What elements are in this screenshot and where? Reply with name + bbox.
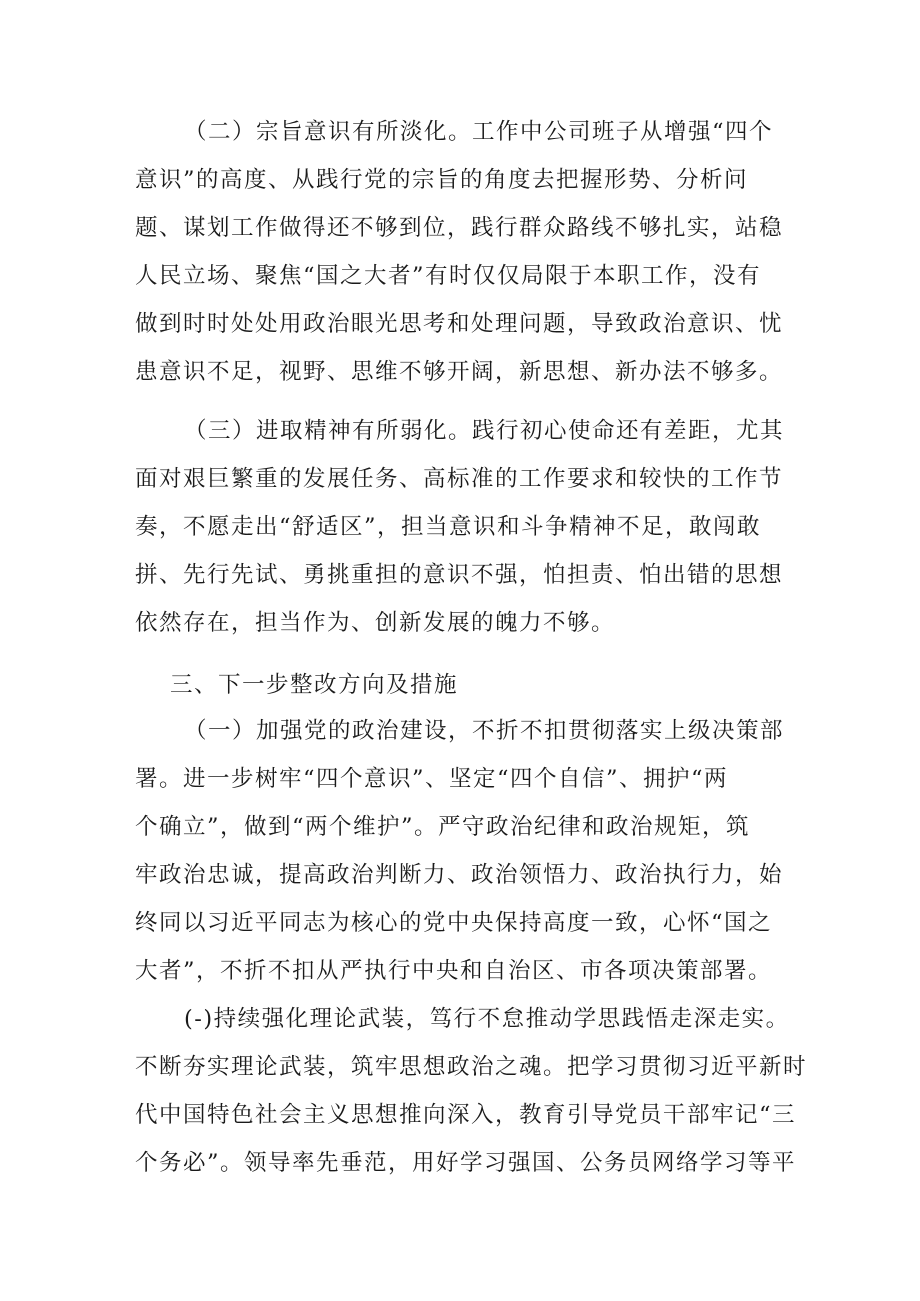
text-line: （二）宗旨意识有所淡化。工作中公司班子从增强“四个: [184, 119, 774, 145]
section-heading: 三、下一步整改方向及措施: [170, 672, 459, 698]
text-line: （三）进取精神有所弱化。践行初心使命还有差距，尤其: [184, 418, 785, 444]
text-line: 人民立场、聚焦“国之大者”有时仅仅局限于本职工作，没有: [135, 263, 762, 289]
text-line: 大者”，不折不扣从严执行中央和自治区、市各项决策部署。: [135, 958, 773, 984]
text-line: (-)持续强化理论武装，笃行不怠推动学思践悟走深走实。: [184, 1006, 790, 1032]
text-line: 患意识不足，视野、思维不够开阔，新思想、新办法不够多。: [135, 359, 784, 385]
text-line: 个务必”。领导率先垂范，用好学习强国、公务员网络学习等平: [135, 1150, 797, 1176]
text-line: 奏，不愿走出“舒适区”，担当意识和斗争精神不足，敢闯敢: [135, 514, 762, 540]
text-line: 终同以习近平同志为核心的党中央保持高度一致，心怀“国之: [135, 910, 773, 936]
text-line: 做到时时处处用政治眼光思考和处理问题，导致政治意识、忧: [135, 311, 784, 337]
text-line: 牢政治忠诚，提高政治判断力、政治领悟力、政治执行力，始: [135, 862, 784, 888]
text-line: 不断夯实理论武装，筑牢思想政治之魂。把学习贯彻习近平新时: [135, 1054, 808, 1080]
text-line: 依然存在，担当作为、创新发展的魄力不够。: [135, 610, 616, 636]
text-line: 面对艰巨繁重的发展任务、高标准的工作要求和较快的工作节: [135, 466, 784, 492]
text-line: 意识”的高度、从践行党的宗旨的角度去把握形势、分析问: [135, 167, 749, 193]
text-line: 题、谋划工作做得还不够到位，践行群众路线不够扎实，站稳: [135, 215, 784, 241]
text-line: 拼、先行先试、勇挑重担的意识不强，怕担责、怕出错的思想: [135, 562, 784, 588]
text-line: 署。进一步树牢“四个意识”、坚定“四个自信”、拥护“两: [135, 766, 729, 792]
text-line: 代中国特色社会主义思想推向深入，教育引导党员干部牢记“三: [135, 1102, 797, 1128]
text-line: 个确立”，做到“两个维护”。严守政治纪律和政治规矩，筑: [135, 814, 751, 840]
text-line: （一）加强党的政治建设，不折不扣贯彻落实上级决策部: [184, 718, 785, 744]
